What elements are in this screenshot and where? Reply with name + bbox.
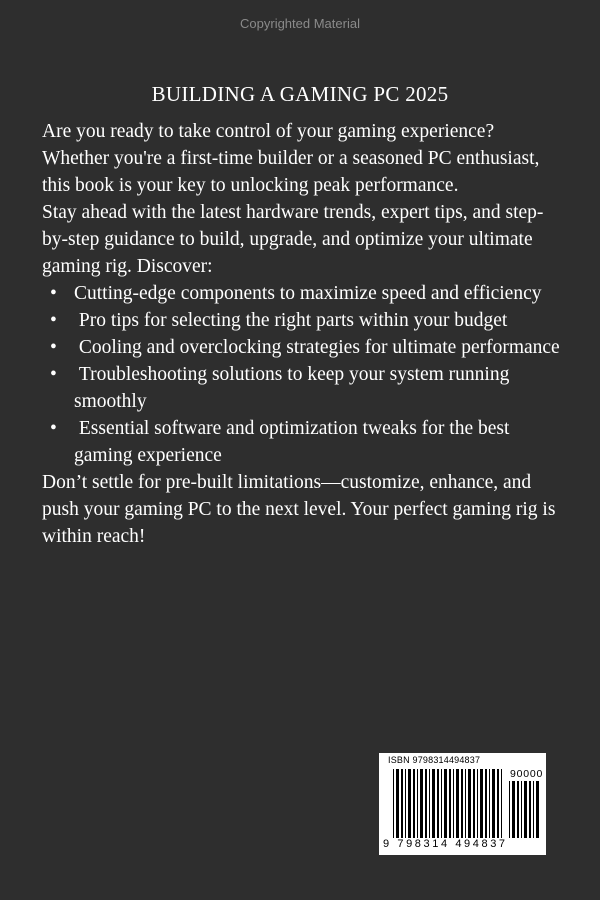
back-cover-blurb [42, 118, 562, 550]
feature-item: • Essential software and optimization tweaks for the best gaming experience [74, 415, 562, 469]
isbn-label: ISBN 9798314494837 [388, 755, 481, 765]
feature-item: • Pro tips for selecting the right parts within your budget [74, 307, 562, 334]
intro-paragraph-2: Stay ahead with the latest hardware trends, expert tips, and step-by-step guidance to build, upgrade, and optimize your ultimate gaming rig. Discover: [42, 202, 544, 277]
book-title: BUILDING A GAMING PC 2025 [151, 82, 449, 106]
closing-paragraph: Don’t settle for pre-built limitations—customize, enhance, and push your gaming PC to the next level. Your perfect gaming rig is within reach! [42, 472, 556, 547]
watermark-top: Copyrighted Material [240, 16, 360, 31]
feature-item: • Cooling and overclocking strategies for ultimate performance [74, 334, 562, 361]
feature-list [42, 280, 562, 469]
price-code: 90000 [510, 768, 544, 780]
isbn-digits: 9 798314 494837 [383, 838, 508, 850]
feature-item: • Cutting-edge components to maximize speed and efficiency [74, 280, 562, 307]
isbn-barcode [379, 753, 546, 855]
intro-paragraph-1: Are you ready to take control of your gaming experience? Whether you're a first-time builder or a seasoned PC enthusiast, this book is your key to unlocking peak performance. [42, 121, 540, 196]
feature-item: • Troubleshooting solutions to keep your system running smoothly [74, 361, 562, 415]
